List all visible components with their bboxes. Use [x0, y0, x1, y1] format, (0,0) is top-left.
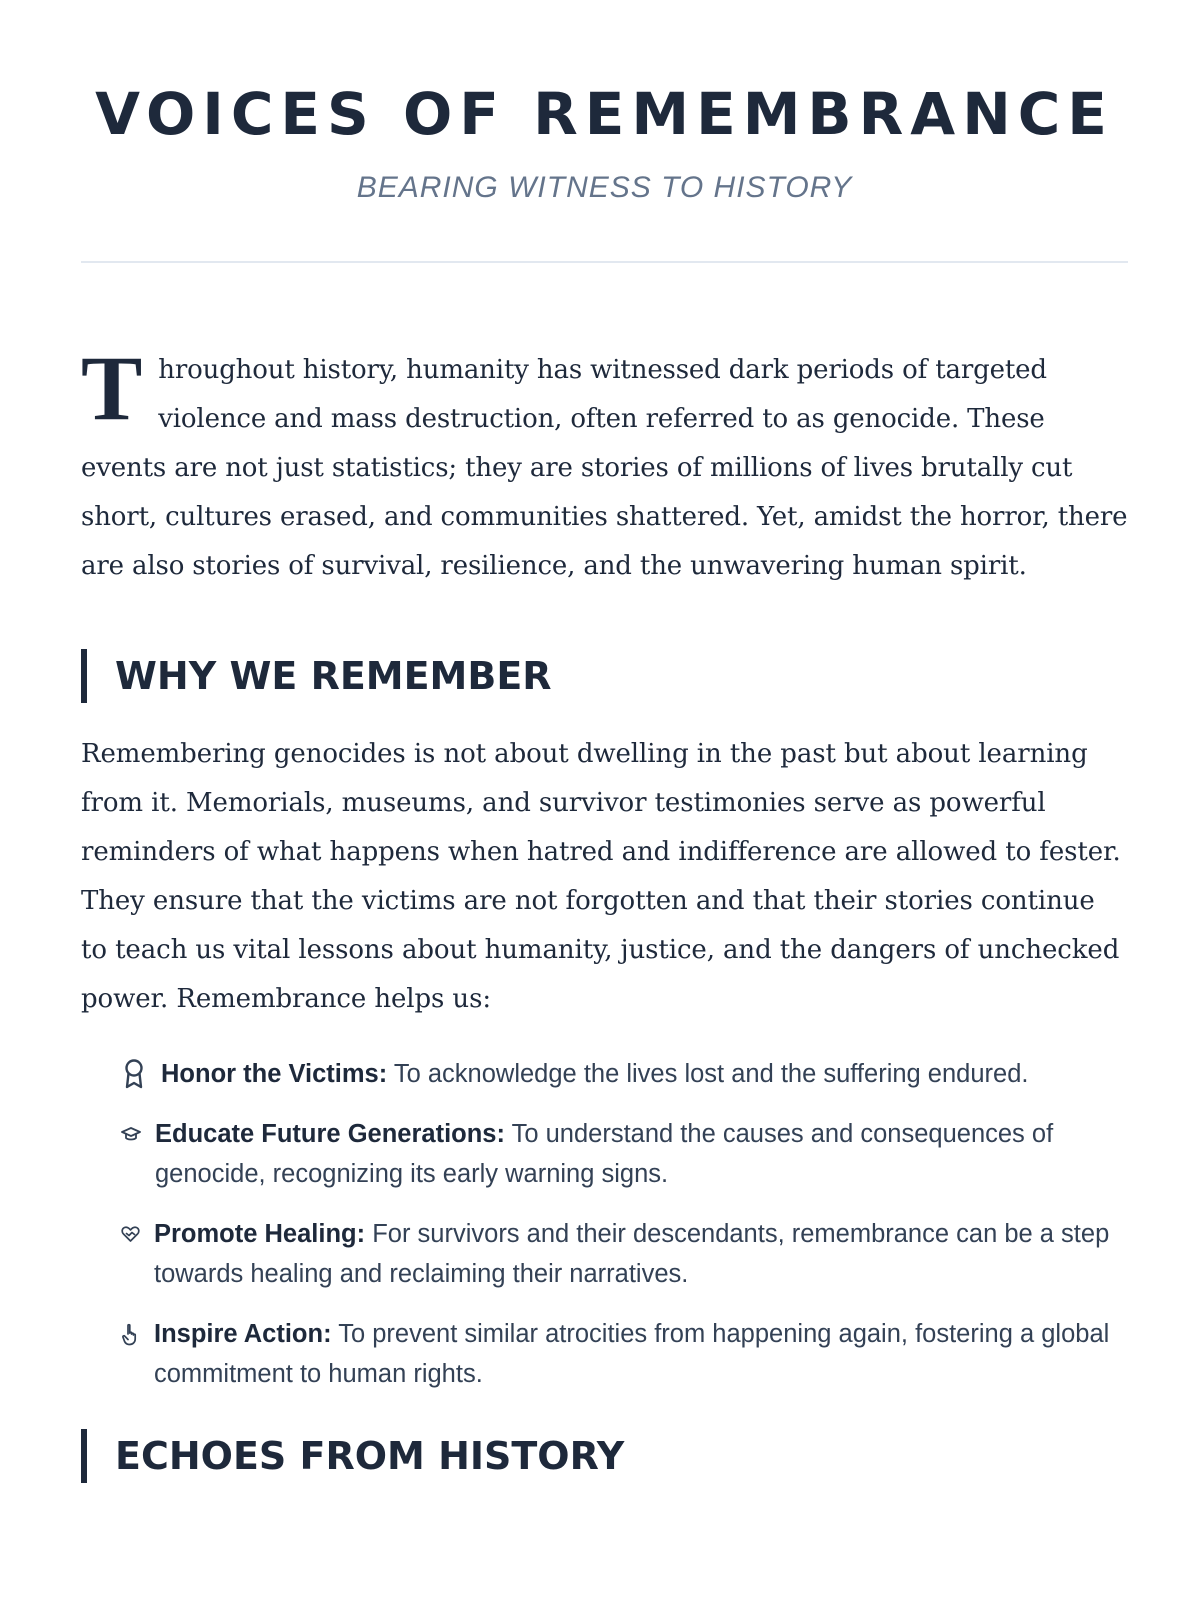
- reason-text: To prevent similar atrocities from happening again, fostering a global commitment to human rights.: [154, 1319, 1110, 1388]
- list-item: [121, 1314, 1128, 1395]
- reason-title: Honor the Victims:: [161, 1060, 388, 1088]
- list-item: [121, 1214, 1128, 1295]
- reason-text: To understand the causes and consequences of genocide, recognizing its early warning signs.: [155, 1119, 1054, 1188]
- list-item: [121, 1114, 1128, 1195]
- reason-text: For survivors and their descendants, remembrance can be a step towards healing and reclaiming their narratives.: [154, 1219, 1110, 1288]
- page-subtitle: BEARING WITNESS TO HISTORY: [356, 171, 853, 204]
- heart-handshake-icon: [121, 1214, 140, 1254]
- header-divider: [81, 261, 1128, 263]
- intro-paragraph: [81, 337, 1128, 591]
- reasons-list: [81, 1054, 1128, 1395]
- page-title: VOICES OF REMEMBRANCE: [95, 80, 1114, 148]
- section-heading-why-we-remember: WHY WE REMEMBER: [81, 649, 1128, 703]
- article: [81, 0, 1128, 1483]
- reason-title: Promote Healing:: [154, 1219, 366, 1248]
- award-ribbon-icon: [121, 1054, 147, 1094]
- drop-cap: T: [81, 337, 143, 439]
- reason-title: Educate Future Generations:: [155, 1119, 505, 1148]
- masthead: [81, 0, 1128, 263]
- intro-text: hroughout history, humanity has witnessed dark periods of targeted violence and mass destruction, often referred to as genocide. These events are not just statistics; they are stories of millions of lives brutally cut short, cultures erased, and communities shattered. Yet, amidst the horror, there are also stories of survival, resilience, and the unwavering human spirit.: [81, 355, 1128, 581]
- reason-title: Inspire Action:: [154, 1319, 332, 1348]
- reason-text: To acknowledge the lives lost and the suffering endured.: [387, 1060, 1029, 1088]
- why-paragraph: Remembering genocides is not about dwelling in the past but about learning from it. Memorials, museums, and survivor testimonies serve as powerful reminders of what happens when hatred and indifference are allowed to fester. They ensure that the victims are not forgotten and that their stories continue to teach us vital lessons about humanity, justice, and the dangers of unchecked power. Remembrance helps us:: [81, 739, 1121, 1014]
- list-item: [121, 1054, 1128, 1095]
- hand-icon: [121, 1314, 140, 1354]
- section-heading-echoes-from-history: ECHOES FROM HISTORY: [81, 1429, 1128, 1483]
- graduation-cap-icon: [121, 1114, 141, 1154]
